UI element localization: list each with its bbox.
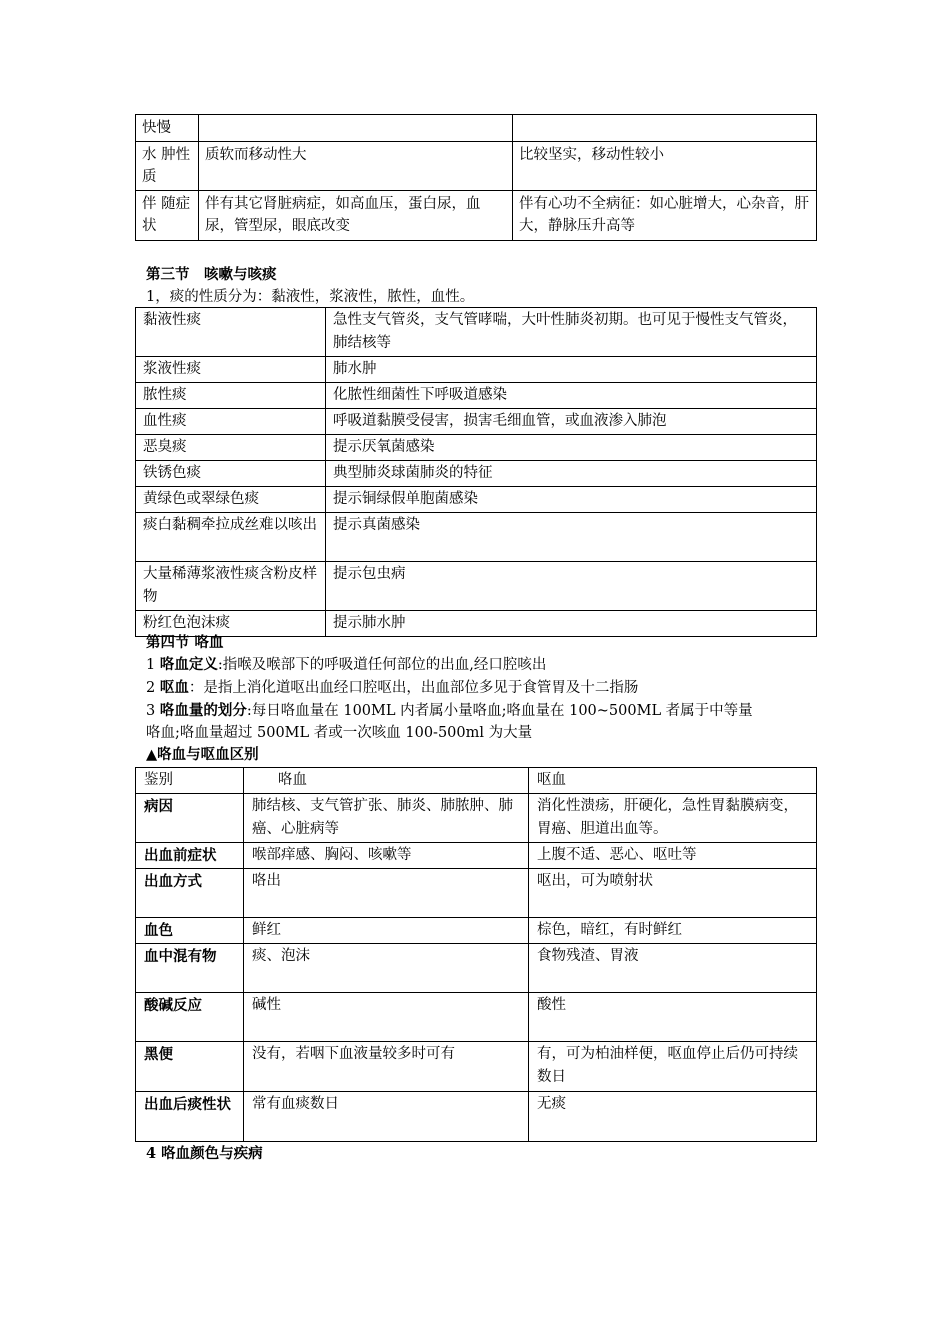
table-cell: 病因: [136, 794, 244, 843]
table-cell: 伴 随症状: [136, 191, 199, 241]
hemoptysis-vs-hematemesis-table: [135, 767, 817, 1142]
table-cell: 脓性痰: [136, 383, 326, 409]
item-number: 3: [146, 703, 156, 719]
table-cell: 酸碱反应: [136, 993, 244, 1042]
table-cell: 没有，若咽下血液量较多时可有: [244, 1042, 529, 1092]
sputum-table: [135, 307, 817, 637]
item-label: 咯血定义: [159, 656, 218, 673]
table-cell: 消化性溃疡，肝硬化，急性胃黏膜病变，胃癌、胆道出血等。: [529, 794, 817, 843]
table-row: [136, 383, 817, 409]
table-cell: 出血方式: [136, 869, 244, 918]
table-row: [136, 611, 817, 637]
table-cell: 食物残渣、胃液: [529, 944, 817, 993]
table-cell: 质软而移动性大: [199, 142, 513, 191]
table-row: [136, 562, 817, 611]
table-row: [136, 513, 817, 562]
table-row: [136, 435, 817, 461]
table-cell: 提示真菌感染: [326, 513, 817, 562]
table-row: [136, 487, 817, 513]
table-header-cell: 呕血: [529, 768, 817, 794]
table-row: [136, 409, 817, 435]
table-cell: 碱性: [244, 993, 529, 1042]
table-cell: 化脓性细菌性下呼吸道感染: [326, 383, 817, 409]
table-cell: 快慢: [136, 115, 199, 142]
item-number: 2: [146, 680, 156, 696]
table-cell: 提示铜绿假单胞菌感染: [326, 487, 817, 513]
table-cell: 铁锈色痰: [136, 461, 326, 487]
item-text: :指喉及喉部下的呼吸道任何部位的出血,经口腔咳出: [217, 657, 547, 673]
table-row: [136, 308, 817, 357]
table-cell: 急性支气管炎，支气管哮喘，大叶性肺炎初期。也可见于慢性支气管炎，肺结核等: [326, 308, 817, 357]
table-cell: 伴有其它肾脏病症，如高血压，蛋白尿，血尿，管型尿，眼底改变: [199, 191, 513, 241]
table-cell: [513, 115, 817, 142]
table-row: [136, 944, 817, 993]
table-cell: 血色: [136, 918, 244, 944]
item-number: 1: [146, 657, 156, 673]
table-cell: 大量稀薄浆液性痰含粉皮样物: [136, 562, 326, 611]
table-cell: 黑便: [136, 1042, 244, 1092]
table-row: [136, 357, 817, 383]
edema-comparison-table: [135, 114, 817, 241]
table-cell: 痰白黏稠牵拉成丝难以咳出: [136, 513, 326, 562]
table-cell: 黏液性痰: [136, 308, 326, 357]
table-cell: 黄绿色或翠绿色痰: [136, 487, 326, 513]
table-cell: 痰、泡沫: [244, 944, 529, 993]
hematemesis-definition: [146, 677, 638, 699]
table-cell: 典型肺炎球菌肺炎的特征: [326, 461, 817, 487]
table-cell: 水 肿性质: [136, 142, 199, 191]
table-header-row: [136, 768, 817, 794]
section-intro: 1，痰的性质分为：黏液性，浆液性，脓性，血性。: [146, 289, 475, 305]
item-text: :每日咯血量在 100ML 内者属小量咯血;咯血量在 100~500ML 者属于中等量: [246, 703, 753, 719]
item-label: 咯血量的划分: [159, 702, 247, 719]
table-cell: 鲜红: [244, 918, 529, 944]
table-cell: 血性痰: [136, 409, 326, 435]
table-cell: 呕出，可为喷射状: [529, 869, 817, 918]
table-cell: 棕色，暗红，有时鲜红: [529, 918, 817, 944]
table-row: [136, 843, 817, 869]
subsection-title: 4 咯血颜色与疾病: [146, 1145, 263, 1162]
table-row: [136, 1042, 817, 1092]
table-cell: 上腹不适、恶心、呕吐等: [529, 843, 817, 869]
table-cell: 伴有心功不全病征：如心脏增大，心杂音，肝大，静脉压升高等: [513, 191, 817, 241]
table-row: [136, 993, 817, 1042]
table-cell: 出血前症状: [136, 843, 244, 869]
table-header-cell: 咯血: [244, 768, 529, 794]
table-row: [136, 794, 817, 843]
table-row: [136, 1092, 817, 1142]
table-cell: 出血后痰性状: [136, 1092, 244, 1142]
table-cell: 无痰: [529, 1092, 817, 1142]
table-cell: [199, 115, 513, 142]
table-cell: 提示厌氧菌感染: [326, 435, 817, 461]
table-cell: 肺水肿: [326, 357, 817, 383]
table-row: [136, 142, 817, 191]
table-cell: 粉红色泡沫痰: [136, 611, 326, 637]
table-cell: 比较坚实，移动性较小: [513, 142, 817, 191]
section-title: 第四节 咯血: [146, 634, 224, 651]
table-row: [136, 115, 817, 142]
table-header-cell: 鉴别: [136, 768, 244, 794]
section-title: 第三节 咳嗽与咳痰: [146, 266, 277, 283]
table-cell: 提示肺水肿: [326, 611, 817, 637]
table-cell: 有，可为柏油样便，呕血停止后仍可持续数日: [529, 1042, 817, 1092]
hemoptysis-volume: [146, 700, 753, 722]
table-cell: 常有血痰数日: [244, 1092, 529, 1142]
table-cell: 咯出: [244, 869, 529, 918]
table-cell: 血中混有物: [136, 944, 244, 993]
table-cell: 恶臭痰: [136, 435, 326, 461]
comparison-title: ▲咯血与呕血区别: [146, 746, 259, 763]
hemoptysis-volume-continued: 咯血;咯血量超过 500ML 者或一次咳血 100-500ml 为大量: [146, 725, 533, 741]
table-cell: 喉部痒感、胸闷、咳嗽等: [244, 843, 529, 869]
item-text: ：是指上消化道呕出血经口腔呕出，出血部位多见于食管胃及十二指肠: [188, 680, 639, 696]
hemoptysis-definition: [146, 654, 546, 676]
table-cell: 浆液性痰: [136, 357, 326, 383]
table-cell: 酸性: [529, 993, 817, 1042]
table-row: [136, 461, 817, 487]
table-cell: 提示包虫病: [326, 562, 817, 611]
table-cell: 肺结核、支气管扩张、肺炎、肺脓肿、肺癌、心脏病等: [244, 794, 529, 843]
table-row: [136, 191, 817, 241]
table-row: [136, 918, 817, 944]
table-cell: 呼吸道黏膜受侵害，损害毛细血管，或血液渗入肺泡: [326, 409, 817, 435]
item-label: 呕血: [159, 679, 189, 696]
table-row: [136, 869, 817, 918]
